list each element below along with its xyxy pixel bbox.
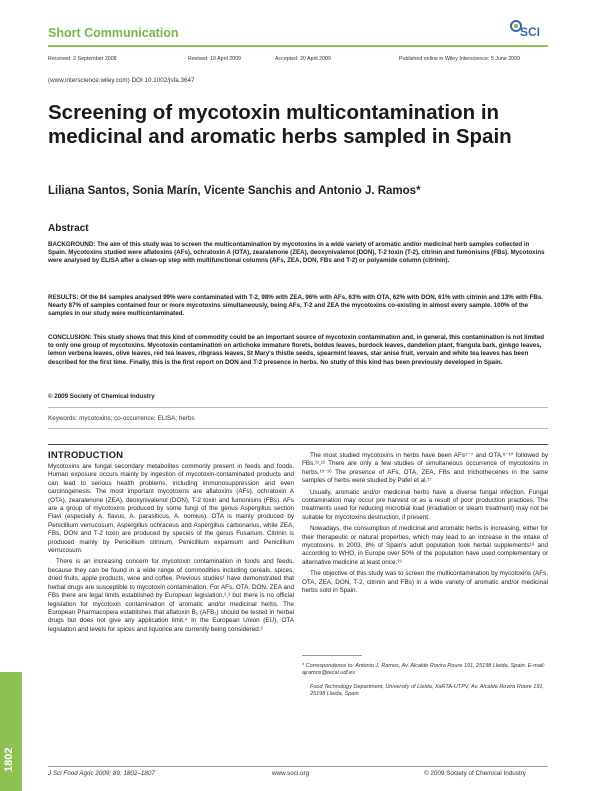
right-column — [302, 452, 548, 599]
left-column — [48, 463, 294, 637]
footer-journal: J Sci Food Agric 2009; 89: 1802–1807 — [48, 770, 155, 777]
keywords: Keywords: mycotoxins; co-occurrence; ELISA; herbs — [48, 415, 195, 422]
intro-paragraph-6: The objective of this study was to screen the multicontamination by mycotoxins (AFs, OTA, ZEA, DON, T-2, citrinin and FBs) in a wide variety of aromatic and/or medicinal herbs sold in Spain. — [302, 570, 548, 595]
doi-line[interactable]: (www.interscience.wiley.com) DOI 10.1002/jsfa.3647 — [48, 77, 195, 84]
keywords-rule-bottom — [48, 428, 548, 429]
page-number-tab — [0, 672, 22, 791]
logo-text: SCI — [520, 25, 541, 39]
intro-paragraph-1: Mycotoxins are fungal secondary metabolites commonly present in feeds and foods. Human exposure occurs mainly by ingestion of mycotoxin-contaminated products and can lead to serious health problems, including immunosuppression and even carcinogenesis. The most important mycotoxins are aflatoxins (AFs), ochratoxin A (OTA), zearalenone (ZEA), deoxynivalenol (DON), T-2 toxin and fumonisins (FBs). AFs are a group of mycotoxins produced by some fungi of the genus Aspergillus section Flavi (especially A. flavus, A. parasiticus, A. nomius). OTA is mainly produced by Penicillium verrucosum, Aspergillus ochraceus and Aspergillus carbonarius, while ZEA, FBs, DON and T-2 toxin are produced by species of the genus Fusarium. Citrinin is produced mainly by Penicillium citrinum, Penicillium expansum and Penicillium verrucosum. — [48, 463, 294, 555]
published-date: Published online in Wiley Interscience: 5 June 2009 — [399, 56, 521, 62]
footer-copyright: © 2009 Society of Chemical Industry — [424, 770, 526, 777]
intro-paragraph-5: Nowadays, the consumption of medicinal and aromatic herbs is increasing, either for their therapeutic or natural properties, which may lead to an increase in the intake of mycotoxins. In 2003, 8% of Spain's adult population took herbal supplements¹⁸ and according to WHO, in Europe over 50% of the population have used complementary or alternative medicine at least once.¹⁹ — [302, 525, 548, 566]
abstract-background: BACKGROUND: The aim of this study was to screen the multicontamination by mycotoxins in a wide variety of aromatic and/or medicinal herb samples collected in Spain. Mycotoxins studied were aflatoxins (AFs), ochratoxin A (OTA), zearalenone (ZEA), deoxynivalenol (DON), T-2 toxin (T-2), citrinin and fumonisins (FBs). Mycotoxins were analysed by ELISA after a clean-up step with multifunctional columns (AFs, ZEA, DON, FBs and T-2) or polyamide column (citrinin). — [48, 241, 545, 265]
intro-heading: INTRODUCTION — [48, 450, 124, 461]
keywords-rule-top — [48, 407, 548, 408]
revised-date: Revised: 10 April 2009 — [188, 56, 242, 62]
article-title: Screening of mycotoxin multicontamination in medicinal and aromatic herbs sampled in Spain — [48, 101, 512, 148]
correspondence-line: * Correspondence to: Antonio J. Ramos, Av. Alcalde Rovira Roure 191, 25198 Lleida, Spain. E-mail: ajramos@tecal.udl.es — [302, 663, 545, 677]
intro-paragraph-3: The most studied mycotoxins in herbs have been AFs⁵⁻⁷ and OTA,⁸⁻¹⁰ followed by FBs.¹¹,¹² There are only a few studies of simultaneous occurrence of mycotoxins in herbs.¹³⁻¹⁶ The presence of AFs, OTA, ZEA, FBs and trichothecenes in the same samples of herbs were studied by Patel et al.¹⁷ — [302, 452, 548, 485]
sci-logo — [508, 14, 556, 42]
abstract-conclusion: CONCLUSION: This study shows that this kind of commodity could be an important source of mycotoxin contamination and, in general, this contamination is not limited to only one group of mycotoxins. Mycotoxin contamination on artichoke immature florets, boldus leaves, burdock leaves, dandelion plant, frangula bark, ginkgo leaves, lemon verbena leaves, olive leaves, red tea leaves, ribgrass leaves, St Mary's thistle seeds, spearmint leaves, star anise fruit, vervain and white tea leaves has been described for the first time. Finally, this is the first report on DON and T-2 presence in herbs. No study of this kind has been previously developed in Spain. — [48, 334, 545, 366]
abstract-results: RESULTS: Of the 84 samples analysed 99% were contaminated with T-2, 98% with ZEA, 96% with AFs, 63% with OTA, 62% with DON, 61% with citrinin and 13% with FBs. Nearly 87% of samples contained four or more mycotoxins simultaneously, being AFs, T-2 and ZEA the mycotoxins co-existing in almost every sample. 100% of the samples in our study were multicontaminated. — [48, 294, 543, 318]
affiliation-line: Food Technology Department, University of Lleida, XaRTA-UTPV, Av. Alcalde Rovira Roure 191, 25198 Lleida, Spain — [310, 683, 544, 698]
correspondence-note — [302, 663, 550, 699]
footer-website[interactable]: www.soci.org — [272, 770, 310, 777]
abstract-heading: Abstract — [48, 223, 89, 234]
footer-rule — [48, 766, 548, 767]
intro-paragraph-4: Usually, aromatic and/or medicinal herbs have a diverse fungal infection. Fungal contamination may occur pre harvest or as a result of poor production practices. The treatments used for reducing microbial load (irradiation or steam treatment) may not be suitable for mycotoxins destruction, if present. — [302, 488, 548, 521]
accepted-date: Accepted: 20 April 2009 — [275, 56, 331, 62]
abstract-copyright: © 2009 Society of Chemical Industry — [48, 393, 155, 400]
received-date: Received: 2 September 2008 — [48, 56, 117, 62]
footnote-rule — [302, 655, 362, 656]
section-label: Short Communication — [48, 26, 179, 40]
intro-paragraph-2: There is an increasing concern for mycotoxin contamination in foods and feeds, because they can be found in a wide range of commodities including cereals, spices, dried fruits, apple products, wine and coffee. Previous studies¹ have demonstrated that herbal drugs are susceptible to mycotoxin contamination. For AFs, OTA, DON, ZEA and FBs there are legal limits established by European legislation,²,³ but there is no official legislation for mycotoxin contamination of aromatic and/or medicinal herbs. The European Pharmacopeia establishes that aflatoxin B₁ (AFB₁) should be tested in herbal drugs but does not give any application limit.⁴ In the European Union (EU), OTA legislation and levels for spices and liquorice are currently being considered.² — [48, 558, 294, 633]
header-rule — [48, 45, 548, 47]
author-list: Liliana Santos, Sonia Marín, Vicente Sanchis and Antonio J. Ramos* — [48, 185, 421, 197]
section-rule — [48, 444, 548, 445]
page-number: 1802 — [3, 747, 15, 772]
